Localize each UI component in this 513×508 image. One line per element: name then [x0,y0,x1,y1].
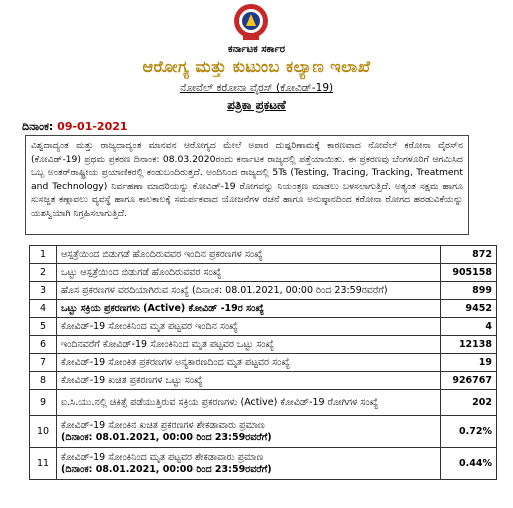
table-row [30,390,497,416]
row-value: 9452 [441,300,497,318]
row-description: ಕೋವಿಡ್-19 ಸೋಂಕಿನ ಖಚಿತ ಪ್ರಕರಣಗಳ ಶೇಕಡಾವಾರು ಪ್ರಮಾಣ [61,419,265,431]
row-value: 905158 [441,264,497,282]
department-title: ಆರೋಗ್ಯ ಮತ್ತು ಕುಟುಂಬ ಕಲ್ಯಾಣ ಇಲಾಖೆ [142,57,371,76]
serial-number: 2 [30,264,57,282]
row-description-cell [57,416,441,448]
intro-paragraph: ವಿಶ್ವದಾದ್ಯಂತ ಮತ್ತು ರಾಜ್ಯದಾದ್ಯಂತ ಮಾನವನ ಆರೋಗ್ಯದ ಮೇಲೆ ಅಪಾರ ದುಷ್ಪರಿಣಾಮಕ್ಕೆ ಕಾರಣವಾದ ನೋವೆಲ್ ಕರೋನಾ ವೈರಸ್‌ನ (ಕೋವಿಡ್-19) ಪ್ರಥಮ ಪ್ರಕರಣ ದಿನಾಂಕ: 08.03.2020ರಂದು ಕರ್ನಾಟಕ ರಾಜ್ಯದಲ್ಲಿ ಪತ್ತೆಯಾಯಿತು. ಈ ಪ್ರಕರಣವು ಬೆಂಗಳೂರಿಗೆ ಆಗಮಿಸಿದ ಒಬ್ಬ ಅಂತರ್‌ರಾಷ್ಟ್ರೀಯ ಪ್ರಯಾಣಿಕರಲ್ಲಿ ಕಂಡುಬಂದಿರುತ್ತದೆ. ಅಂದಿನಿಂದ ರಾಜ್ಯದಲ್ಲಿ 5Ts (Testing, Tracing, Tracking, Treatment and Technology) ನಿರ್ವಹಣಾ ಮಾದರಿಯನ್ನು ಕೋವಿಡ್-19 ರೋಗವನ್ನು ನಿಯಂತ್ರಣ ಮಾಡಲು ಬಳಸಲಾಗುತ್ತಿದೆ. ಅತ್ಯಂತ ಸಕ್ಷಮ ಹಾಗೂ ಸುಸಜ್ಜತ ಕಣ್ಗಾವಲು ವ್ಯವಸ್ಥೆ ಹಾಗೂ ಕಾಲಕಾಲಕ್ಕೆ ಸಮರ್ಪಕವಾದ ಯೋಜನೆಗಳ ರಚನೆ ಹಾಗೂ ಅನುಷ್ಠಾನದಿಂದ ಕರೋನಾ ರೋಗದ ಹರಡುವಿಕೆಯನ್ನು ಯಶಸ್ವಿಯಾಗಿ ನಿಗ್ರಹಿಸಲಾಗುತ್ತಿದೆ. [25,135,469,235]
serial-number: 9 [30,390,57,416]
table-row [30,448,497,480]
date-value: 09-01-2021 [57,120,128,133]
serial-number: 1 [30,246,57,264]
serial-number: 3 [30,282,57,300]
row-description-cell [57,448,441,480]
row-description: ಒಟ್ಟು ಸಕ್ರಿಯ ಪ್ರಕರಣಗಳು (Active) ಕೋವಿಡ್ -19ರ ಸಂಖ್ಯೆ [57,300,441,318]
covid-stats-table [29,245,497,480]
serial-number: 6 [30,336,57,354]
row-note: (ದಿನಾಂಕ: 08.01.2021, 00:00 ರಿಂದ 23:59ರವರೆಗೆ) [61,463,272,475]
row-description: ಐ.ಸಿ.ಯು.ನಲ್ಲಿ ಚಿಕಿತ್ಸೆ ಪಡೆಯುತ್ತಿರುವ ಸಕ್ರಿಯ ಪ್ರಕರಣಗಳು (Active) ಕೋವಿಡ್-19 ರೋಗಿಗಳ ಸಂಖ್ಯೆ [57,390,441,416]
serial-number: 5 [30,318,57,336]
row-value: 872 [441,246,497,264]
table-row [30,264,497,282]
row-note: (ದಿನಾಂಕ: 08.01.2021, 00:00 ರಿಂದ 23:59ರವರೆಗೆ) [61,431,272,443]
row-value: 0.72% [441,416,497,448]
serial-number: 7 [30,354,57,372]
row-value: 4 [441,318,497,336]
table-row [30,416,497,448]
serial-number: 4 [30,300,57,318]
row-description: ಹೊಸ ಪ್ರಕರಣಗಳ ವರದಿಯಾಗಿರುವ ಸಂಖ್ಯೆ [61,284,189,296]
row-value: 19 [441,354,497,372]
date-label: ದಿನಾಂಕ: [22,120,54,133]
row-description: ಒಟ್ಟು ಆಸ್ಪತ್ರೆಯಿಂದ ಬಿಡುಗಡೆ ಹೊಂದಿರುವವರ ಸಂಖ್ಯೆ [57,264,441,282]
row-description: ಕೋವಿಡ್-19 ಖಚಿತ ಪ್ರಕರಣಗಳ ಒಟ್ಟು ಸಂಖ್ಯೆ [57,372,441,390]
row-note: (ದಿನಾಂಕ: 08.01.2021, 00:00 ರಿಂದ 23:59ರವರೆಗೆ) [192,284,388,296]
table-row [30,300,497,318]
row-description: ಕೋವಿಡ್-19 ಸೋಂಕಿನಿಂದ ಮೃತ ಪಟ್ಟವರ ಇಂದಿನ ಸಂಖ್ಯೆ [57,318,441,336]
row-value: 926767 [441,372,497,390]
table-row [30,318,497,336]
serial-number: 10 [30,416,57,448]
row-description: ಕೋವಿಡ್-19 ಸೋಂಕಿತ ಪ್ರಕರಣಗಳ ಅನ್ಯಕಾರಣದಿಂದ ಮೃತ ಪಟ್ಟವರ ಸಂಖ್ಯೆ [57,354,441,372]
row-value: 0.44% [441,448,497,480]
row-description-cell [57,282,441,300]
table-row [30,282,497,300]
karnataka-emblem-icon [228,2,274,42]
table-row [30,354,497,372]
row-description: ಕೋವಿಡ್-19 ಸೋಂಕಿನಿಂದ ಮೃತ ಪಟ್ಟವರ ಶೇಕಡಾವಾರು ಪ್ರಮಾಣ [61,451,264,463]
table-row [30,372,497,390]
date-line [22,120,128,134]
bulletin-title: ಪತ್ರಿಕಾ ಪ್ರಕಟಣೆ [227,98,286,112]
government-title: ಕರ್ನಾಟಕ ಸರ್ಕಾರ [227,44,286,55]
subject-line: ನೋವೆಲ್ ಕರೋನಾ ವೈರಸ್ (ಕೋವಿಡ್-19) [179,82,334,94]
row-value: 202 [441,390,497,416]
row-description: ಆಸ್ಪತ್ರೆಯಿಂದ ಬಿಡುಗಡೆ ಹೊಂದಿರುವವರ ಇಂದಿನ ಪ್ರಕರಣಗಳ ಸಂಖ್ಯೆ [57,246,441,264]
row-value: 12138 [441,336,497,354]
table-row [30,246,497,264]
serial-number: 8 [30,372,57,390]
row-value: 899 [441,282,497,300]
table-row [30,336,497,354]
serial-number: 11 [30,448,57,480]
row-description: ಇಂದಿನವರೆಗೆ ಕೋವಿಡ್-19 ಸೋಂಕಿನಿಂದ ಮೃತ ಪಟ್ಟವರ ಒಟ್ಟು ಸಂಖ್ಯೆ [57,336,441,354]
